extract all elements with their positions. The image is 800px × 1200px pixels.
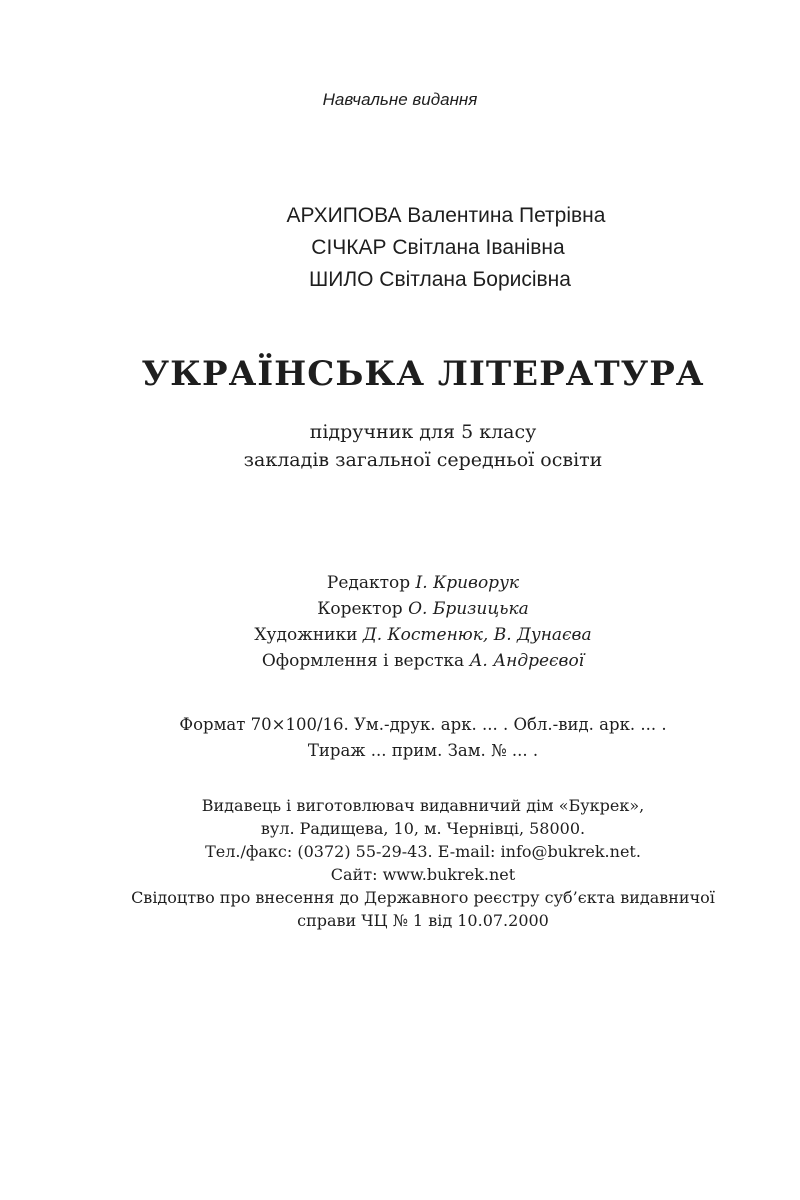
format-line: Формат 70×100/16. Ум.-друк. арк. ... . Обл.-вид. арк. ... . bbox=[179, 715, 667, 734]
publisher-address: вул. Радищева, 10, м. Чернівці, 58000. bbox=[260, 819, 586, 838]
credit-person: О. Бризицька bbox=[408, 599, 529, 619]
edition-type: Навчальне видання bbox=[322, 90, 478, 109]
credit-role: Оформлення і верстка bbox=[261, 651, 470, 671]
book-title: УКРАЇНСЬКА ЛІТЕРАТУРА bbox=[141, 354, 705, 394]
credit-item bbox=[0, 622, 800, 648]
credit-person: Д. Костенюк, В. Дунаєва bbox=[362, 625, 592, 645]
credit-item bbox=[0, 596, 800, 622]
author-name: АРХИПОВА Валентина Петрівна bbox=[286, 204, 606, 227]
credit-role: Коректор bbox=[317, 599, 409, 619]
author-name: СІЧКАР Світлана Іванівна bbox=[311, 236, 565, 259]
circulation-line: Тираж ... прим. Зам. № ... . bbox=[307, 741, 539, 760]
subtitle-line: підручник для 5 класу bbox=[309, 421, 537, 443]
publisher-contacts: Тел./факс: (0372) 55-29-43. E-mail: info@bukrek.net. bbox=[205, 842, 641, 861]
publisher-website: Сайт: www.bukrek.net bbox=[330, 865, 516, 884]
credit-role: Художники bbox=[254, 625, 363, 645]
registry-certificate: Свідоцтво про внесення до Державного реєстру суб’єкта видавничої bbox=[131, 888, 715, 907]
format-info bbox=[0, 712, 800, 764]
author-name: ШИЛО Світлана Борисівна bbox=[309, 268, 571, 291]
credit-person: А. Андреєвої bbox=[469, 651, 585, 671]
book-subtitle bbox=[0, 418, 800, 474]
credits-list bbox=[0, 570, 800, 674]
credit-person: І. Криворук bbox=[415, 573, 520, 593]
subtitle-line: закладів загальної середньої освіти bbox=[243, 449, 603, 471]
authors-list bbox=[236, 200, 656, 296]
publisher-info bbox=[0, 794, 800, 932]
credit-role: Редактор bbox=[326, 573, 416, 593]
registry-certificate-number: справи ЧЦ № 1 від 10.07.2000 bbox=[297, 911, 549, 930]
publisher-line: Видавець і виготовлювач видавничий дім «Букрек», bbox=[201, 796, 645, 815]
credit-item bbox=[0, 648, 800, 674]
credit-item bbox=[0, 570, 800, 596]
